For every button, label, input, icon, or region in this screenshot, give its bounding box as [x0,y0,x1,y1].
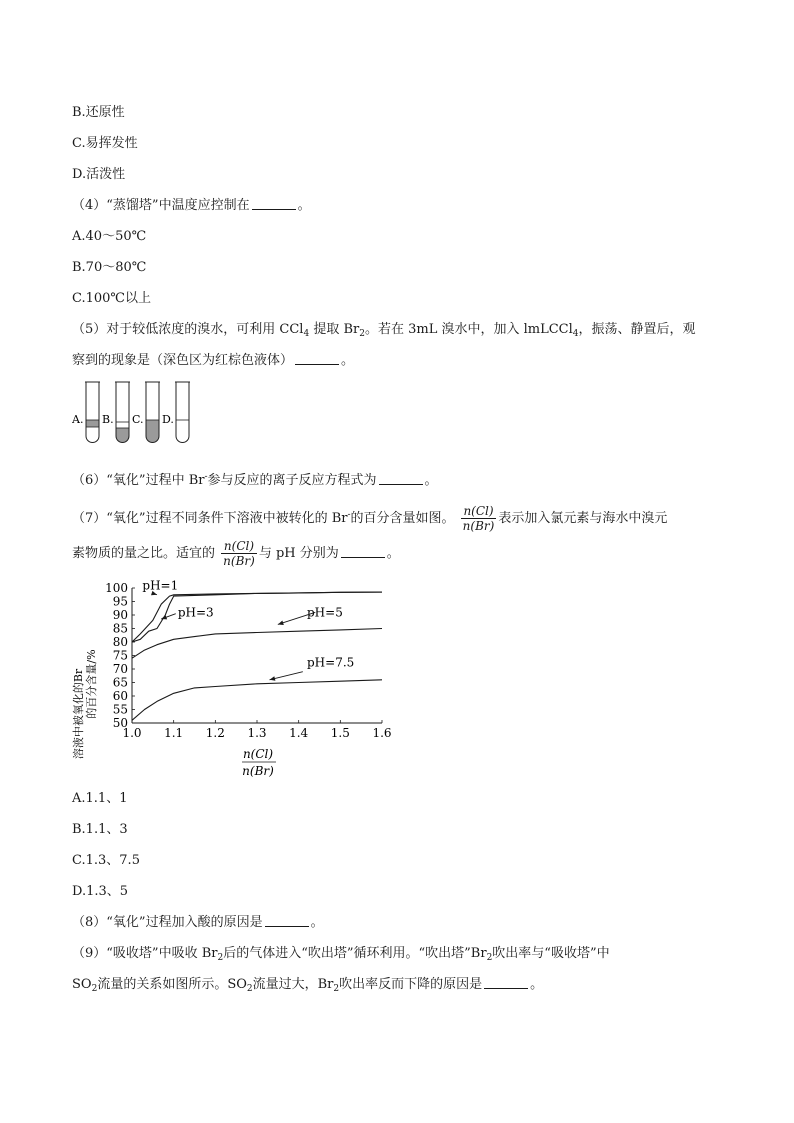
q9-text-1: （9）“吸收塔”中吸收 Br [72,946,218,961]
q5-text-4: ，振荡、静置后，观 [578,322,696,337]
option-c: C.易挥发性 [72,136,138,151]
q5-text-3: 。若在 3mL 溴水中，加入 lmLCCl [364,322,573,337]
q4-option-c: C.100℃以上 [72,291,151,306]
q9-end: 。 [530,977,544,992]
q9-text-2: 后的气体进入“吹出塔”循环利用。“吹出塔”Br [223,946,487,961]
fraction-denominator: n(Br) [462,519,495,533]
q4-option-b: B.70～80℃ [72,260,147,275]
x-axis-label-numerator: n(Cl) [242,747,274,761]
x-tick-label: 1.0 [122,726,142,740]
q9-text-7: 吹出率反而下降的原因是 [339,977,483,992]
arrowhead-icon [278,621,284,625]
q9-text-5: 流量的关系如图所示。SO [97,977,247,992]
q9-sub-1: 2 [217,953,224,963]
x-tick-label: 1.4 [289,726,309,740]
q7-line2-text-1: 素物质的量之比。适宜的 [72,546,216,561]
question-9-line2 [72,976,543,998]
q5-sub-3: 4 [572,329,579,339]
x-tick-label: 1.6 [372,726,392,740]
tube-label-c: C. [132,413,144,426]
fraction-numerator: n(Cl) [221,539,257,554]
ratio-fraction-2 [221,539,257,568]
q5-text-1: （5）对于较低浓度的溴水，可利用 CCl [72,322,304,337]
series-line-0 [132,592,382,642]
tube-label-b: B. [102,413,114,426]
question-5-stem [72,321,696,343]
q9-text-6: 流量过大，Br [252,977,334,992]
y-tick-label: 75 [112,648,128,663]
q4-option-a: A.40～50℃ [72,229,147,244]
q6-text-3: 。 [424,473,438,488]
ratio-fraction [461,504,497,533]
x-tick-label: 1.3 [247,726,267,740]
question-8 [72,914,324,932]
question-6 [72,468,438,490]
answer-blank [295,352,339,365]
answer-blank [265,914,309,927]
q9-text-3: 吹出率与“吸收塔”中 [492,946,610,961]
q4-stem-text: （4）“蒸馏塔”中温度应控制在 [72,198,250,213]
tube-label-a: A. [72,413,84,426]
q7-line2-text-2: 与 pH 分别为 [258,546,339,561]
fraction-numerator: n(Cl) [461,504,497,519]
x-axis-label-denominator: n(Br) [242,764,274,778]
series-label-2: pH=5 [307,605,343,620]
tube-a [85,382,100,443]
q5-sub-1: 4 [303,329,310,339]
y-tick-label: 80 [112,635,128,649]
question-7-stem [72,497,667,537]
y-tick-label: 100 [105,581,128,595]
q5-text-2: 提取 Br [309,322,360,337]
test-tubes-figure [72,380,212,452]
q7-option-b: B.1.1、3 [72,822,128,837]
y-tick-label: 55 [112,702,128,717]
arrowhead-icon [161,615,167,619]
q5-sub-2: 2 [359,329,365,339]
y-tick-label: 50 [112,716,128,730]
q7-text-1: （7）“氧化”过程不同条件下溶液中被转化的 Br [72,511,348,526]
y-tick-label: 90 [112,608,128,622]
series-label-0: pH=1 [142,578,179,593]
option-d: D.活泼性 [72,167,126,182]
y-tick-label: 60 [112,689,128,703]
question-4-stem [72,197,311,215]
q7-text-3: 表示加入氯元素与海水中溴元 [498,511,668,526]
q6-sup: - [204,472,208,482]
q7-text-2: 的百分含量如图。 [350,511,455,526]
arrowhead-icon [270,676,276,681]
q5-line2-text: 察到的现象是（深色区为红棕色液体） [72,353,294,368]
q7-line2-end: 。 [386,546,400,561]
tube-d [175,382,190,443]
y-tick-label: 70 [112,662,128,676]
q9-sub-5: 2 [333,984,340,994]
q7-sup: - [347,510,351,520]
answer-blank [484,976,528,989]
q4-stem-end: 。 [297,198,311,213]
series-label-3: pH=7.5 [307,655,355,670]
question-7-stem-line2 [72,536,400,572]
series-line-3 [132,680,382,721]
q9-text-4: SO [72,977,92,992]
y-tick-label: 85 [112,621,128,636]
q6-text-2: 参与反应的离子反应方程式为 [207,473,377,488]
y-tick-label: 65 [112,675,128,690]
q7-option-d: D.1.3、5 [72,884,129,899]
q9-sub-3: 2 [91,984,98,994]
question-5-stem-line2 [72,352,354,370]
bromide-oxidation-chart [70,574,400,784]
fraction-denominator: n(Br) [223,554,255,568]
answer-blank [252,197,296,210]
y-axis-label-1: 溶液中被氧化的Br [72,668,85,760]
q9-sub-4: 2 [246,984,253,994]
y-axis-label-2: 的百分含量/% [85,649,98,719]
question-9-line1 [72,945,610,967]
q7-option-c: C.1.3、7.5 [72,853,140,868]
q5-line2-end: 。 [341,353,355,368]
q9-sub-2: 2 [486,953,493,963]
y-tick-label: 95 [112,594,128,609]
series-line-1 [132,592,382,642]
tube-b [115,382,130,443]
x-tick-label: 1.5 [330,726,350,740]
tube-c [145,382,160,443]
answer-blank [341,545,385,558]
x-tick-label: 1.2 [205,726,225,740]
q6-text-1: （6）“氧化”过程中 Br [72,473,205,488]
tube-label-d: D. [162,413,174,426]
q7-option-a: A.1.1、1 [72,791,128,806]
q8-text: （8）“氧化”过程加入酸的原因是 [72,915,263,930]
x-tick-label: 1.1 [164,726,184,740]
series-label-1: pH=3 [177,605,214,620]
answer-blank [379,472,423,485]
q8-end: 。 [310,915,324,930]
series-line-2 [132,629,382,659]
option-b: B.还原性 [72,105,125,120]
